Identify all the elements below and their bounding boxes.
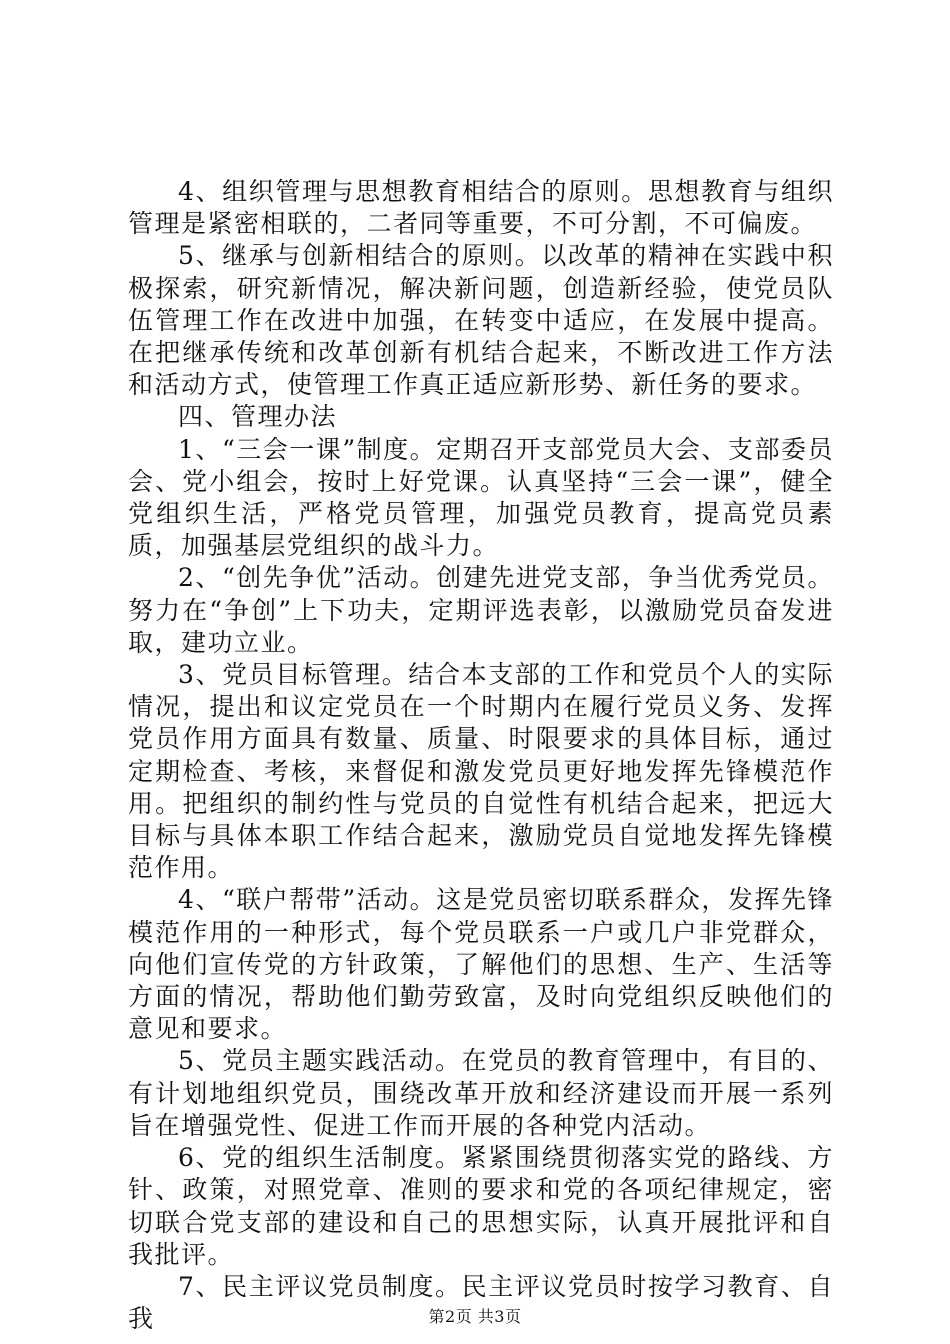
paragraph-method-6: 6、党的组织生活制度。紧紧围绕贯彻落实党的路线、方针、政策，对照党章、准则的要求和党的各项纪律规定，密切联合党支部的建设和自己的思想实际，认真开展批评和自我批评。 — [128, 1143, 834, 1269]
paragraph-method-3: 3、党员目标管理。结合本支部的工作和党员个人的实际情况，提出和议定党员在一个时期内在履行党员义务、发挥党员作用方面具有数量、质量、时限要求的具体目标，通过定期检查、考核，来督促和激发党员更好地发挥先锋模范作用。把组织的制约性与党员的自觉性有机结合起来，把远大目标与具体本职工作结合起来，激励党员自觉地发挥先锋模范作用。 — [128, 660, 834, 883]
paragraph-method-2: 2、“创先争优”活动。创建先进党支部，争当优秀党员。努力在“争创”上下功夫，定期评选表彰，以激励党员奋发进取，建功立业。 — [128, 563, 834, 657]
paragraph-method-1: 1、“三会一课”制度。定期召开支部党员大会、支部委员会、党小组会，按时上好党课。认真坚持“三会一课”，健全党组织生活，严格党员管理，加强党员教育，提高党员素质，加强基层党组织的战斗力。 — [128, 434, 834, 561]
paragraph-method-5: 5、党员主题实践活动。在党员的教育管理中，有目的、有计划地组织党员，围绕改革开放和经济建设而开展一系列旨在增强党性、促进工作而开展的各种党内活动。 — [128, 1046, 834, 1140]
paragraph-principle-5: 5、继承与创新相结合的原则。以改革的精神在实践中积极探索，研究新情况，解决新问题，创造新经验，使党员队伍管理工作在改进中加强，在转变中适应，在发展中提高。在把继承传统和改革创新有机结合起来，不断改进工作方法和活动方式，使管理工作真正适应新形势、新任务的要求。 — [128, 241, 834, 400]
page-footer: 第2页 共3页 — [428, 1307, 522, 1326]
section-heading-management-methods: 四、管理办法 — [178, 402, 338, 432]
paragraph-principle-4: 4、组织管理与思想教育相结合的原则。思想教育与组织管理是紧密相联的，二者同等重要，不可分割，不可偏废。 — [128, 177, 834, 239]
document-body — [128, 176, 834, 1335]
paragraph-method-7: 7、民主评议党员制度。民主评议党员时按学习教育、自我 — [128, 1271, 834, 1334]
paragraph-method-4: 4、“联户帮带”活动。这是党员密切联系群众，发挥先锋模范作用的一种形式，每个党员联系一户或几户非党群众，向他们宣传党的方针政策，了解他们的思想、生产、生活等方面的情况，帮助他们勤劳致富，及时向党组织反映他们的意见和要求。 — [128, 885, 834, 1044]
